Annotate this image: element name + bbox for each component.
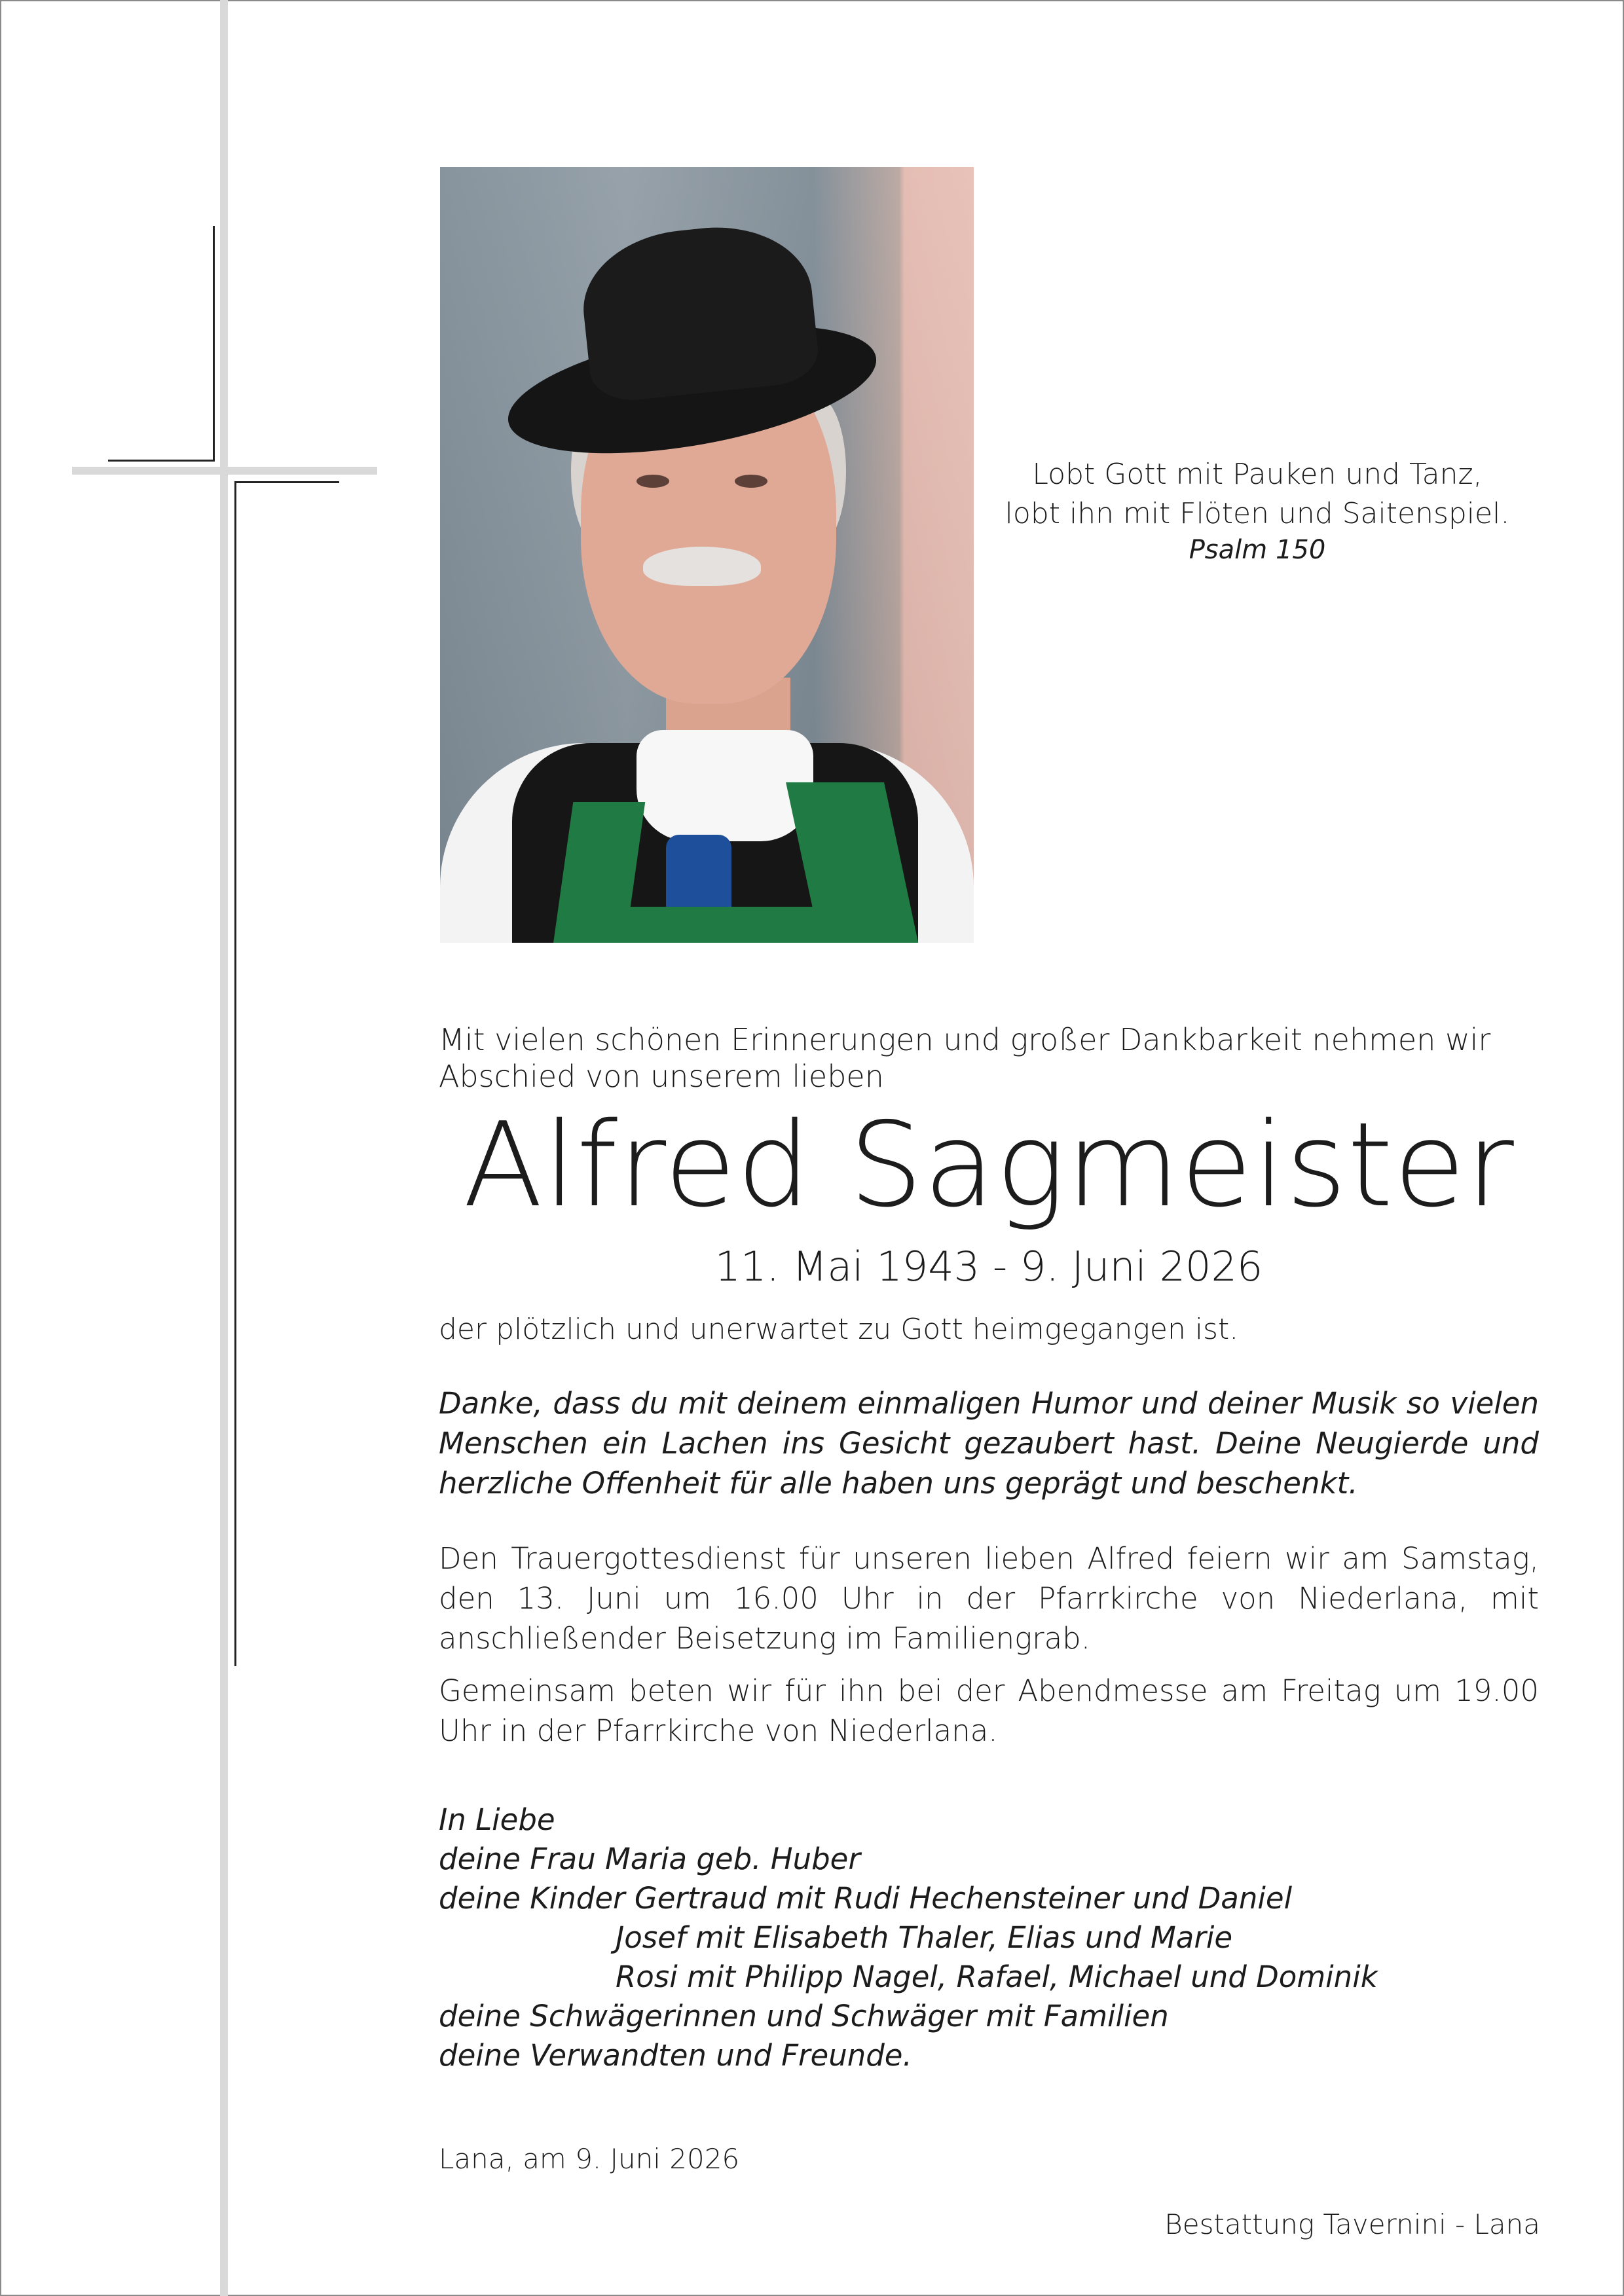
cross-horizontal-bar [72, 467, 377, 475]
gratitude-paragraph: Danke, dass du mit deinem einmaligen Humor und deiner Musik so vielen Menschen ein Lachen ins Gesicht gezaubert hast. Deine Neugierde und herzliche Offenheit für alle haben uns geprägt und beschenkt. [439, 1386, 1539, 1501]
photo-eye-right [735, 475, 767, 488]
mourners-wife: deine Frau Maria geb. Huber [439, 1842, 860, 1876]
passing-note: der plötzlich und unerwartet zu Gott heimgegangen ist. [439, 1313, 1239, 1346]
psalm-quote [982, 455, 1532, 566]
psalm-line-2: lobt ihn mit Flöten und Saitenspiel. [1005, 497, 1510, 530]
mourners-children-1: deine Kinder Gertraud mit Rudi Hechensteiner und Daniel [439, 1881, 1293, 1916]
photo-eye-left [637, 475, 669, 488]
mourners-children-2: Josef mit Elisabeth Thaler, Elias und Marie [616, 1920, 1233, 1955]
cross-vertical-bar [220, 0, 228, 2296]
photo-bib [600, 907, 836, 943]
portrait-photo [440, 167, 974, 943]
intro-text: Mit vielen schönen Erinnerungen und großer Dankbarkeit nehmen wir Abschied von unserem lieben [439, 1022, 1491, 1094]
mourners-children-3: Rosi mit Philipp Nagel, Rafael, Michael und Dominik [616, 1959, 1378, 1994]
cross-line-lower-vertical [234, 481, 236, 1666]
deceased-name: Alfred Sagmeister [463, 1097, 1515, 1233]
mourners-relatives: deine Verwandten und Freunde. [439, 2038, 912, 2073]
photo-moustache [643, 547, 761, 586]
life-dates: 11. Mai 1943 - 9. Juni 2026 [714, 1243, 1263, 1290]
funeral-home: Bestattung Tavernini - Lana [1164, 2208, 1540, 2240]
mourners-list [439, 1800, 1552, 2075]
psalm-source: Psalm 150 [1189, 535, 1326, 565]
mourners-in-laws: deine Schwägerinnen und Schwäger mit Familien [439, 1999, 1169, 2033]
psalm-line-1: Lobt Gott mit Pauken und Tanz, [1032, 458, 1483, 491]
cross-line-upper-vertical [213, 226, 215, 462]
place-date: Lana, am 9. Juni 2026 [439, 2143, 740, 2175]
mourners-opening: In Liebe [439, 1802, 555, 1837]
prayer-paragraph: Gemeinsam beten wir für ihn bei der Abendmesse am Freitag um 19.00 Uhr in der Pfarrkirche von Niederlana. [439, 1673, 1539, 1748]
cross-line-lower-horizontal [234, 481, 339, 483]
cross-line-upper-horizontal [108, 460, 215, 462]
service-paragraph: Den Trauergottesdienst für unseren lieben Alfred feiern wir am Samstag, den 13. Juni um 16.00 Uhr in der Pfarrkirche von Niederlana, mit anschließender Beisetzung im Familiengrab. [439, 1541, 1539, 1656]
